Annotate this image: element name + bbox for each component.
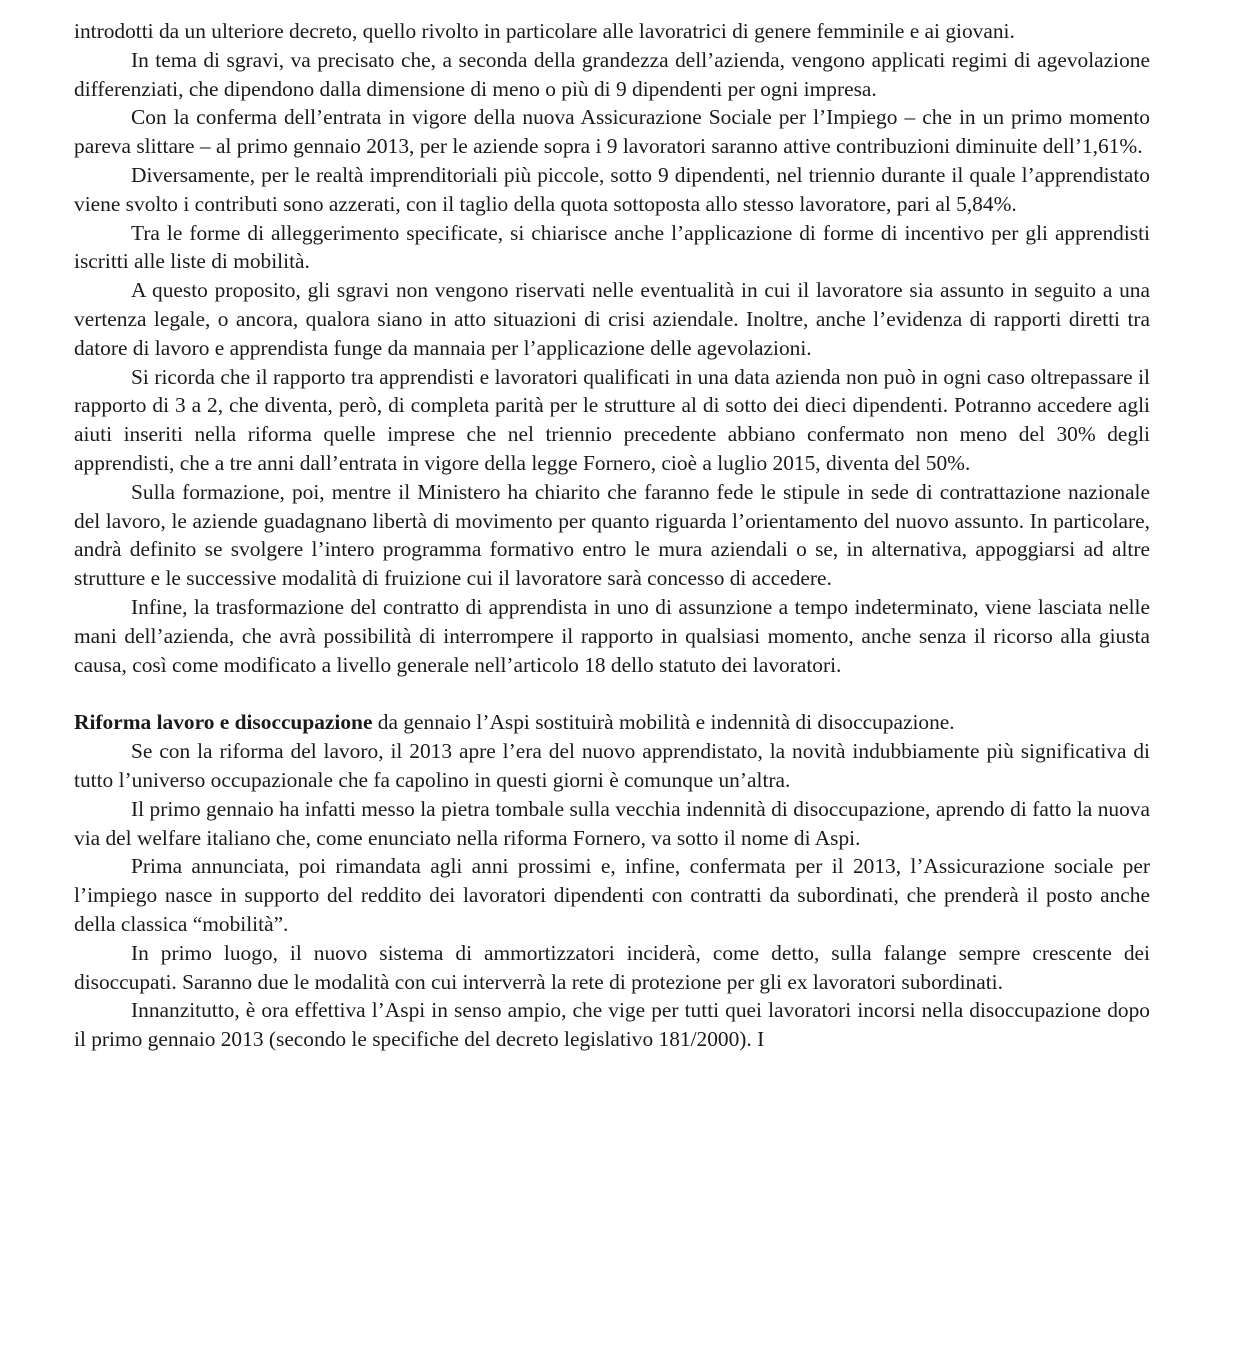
paragraph-alleggerimento: Tra le forme di alleggerimento specificate, si chiarisce anche l’applicazione di forme di incentivo per gli apprendisti iscritti alle liste di mobilità. (74, 220, 1150, 274)
document-page (74, 17, 1150, 1054)
paragraph-formazione: Sulla formazione, poi, mentre il Ministero ha chiarito che faranno fede le stipule in sede di contrattazione nazionale del lavoro, le aziende guadagnano libertà di movimento per quanto riguarda l’orientamento del nuovo assunto. In particolare, andrà definito se svolgere l’intero programma formativo entro le mura aziendali o se, in alternativa, appoggiarsi ad altre strutture e le successive modalità di fruizione cui il lavoratore sarà concesso di accedere. (74, 479, 1150, 591)
paragraph-realta-piccole: Diversamente, per le realtà imprenditoriali più piccole, sotto 9 dipendenti, nel triennio durante il quale l’apprendistato viene svolto i contributi sono azzerati, con il taglio della quota sottoposta allo stesso lavoratore, pari al 5,84%. (74, 162, 1150, 216)
paragraph-primo-luogo: In primo luogo, il nuovo sistema di ammortizzatori inciderà, come detto, sulla falange sempre crescente dei disoccupati. Saranno due le modalità con cui interverrà la rete di protezione per gli ex lavoratori subordinati. (74, 940, 1150, 994)
paragraph-prima-annunciata: Prima annunciata, poi rimandata agli anni prossimi e, infine, confermata per il 2013, l’Assicurazione sociale per l’impiego nasce in supporto del reddito dei lavoratori dipendenti con contratti da subordinati, che prenderà il posto anche della classica “mobilità”. (74, 854, 1150, 936)
paragraph-riforma: Se con la riforma del lavoro, il 2013 apre l’era del nuovo apprendistato, la novità indubbiamente più significativa di tutto l’universo occupazionale che fa capolino in questi giorni è comunque un’altra. (74, 739, 1150, 792)
paragraph-primo-gennaio: Il primo gennaio ha infatti messo la pietra tombale sulla vecchia indennità di disoccupazione, aprendo di fatto la nuova via del welfare italiano che, come enunciato nella riforma Fornero, va sotto il nome di Aspi. (74, 796, 1150, 850)
section-heading (74, 708, 1150, 737)
section-title: Riforma lavoro e disoccupazione (74, 710, 373, 735)
paragraph-aspi-conferma: Con la conferma dell’entrata in vigore della nuova Assicurazione Sociale per l’Impiego – che in un primo momento pareva slittare – al primo gennaio 2013, per le aziende sopra i 9 lavoratori saranno attive contribuzioni diminuite dell’1,61%. (74, 105, 1150, 159)
paragraph-trasformazione: Infine, la trasformazione del contratto di apprendista in uno di assunzione a tempo indeterminato, viene lasciata nelle mani dell’azienda, che avrà possibilità di interrompere il rapporto in qualsiasi momento, anche senza il ricorso alla giusta causa, così come modificato a livello generale nell’articolo 18 dello statuto dei lavoratori. (74, 594, 1150, 677)
paragraph-innanzitutto: Innanzitutto, è ora effettiva l’Aspi in senso ampio, che vige per tutti quei lavoratori incorsi nella disoccupazione dopo il primo gennaio 2013 (secondo le specifiche del decreto legislativo 181/2000). I (74, 998, 1150, 1052)
paragraph-rapporto: Si ricorda che il rapporto tra apprendisti e lavoratori qualificati in una data azienda non può in ogni caso oltrepassare il rapporto di 3 a 2, che diventa, però, di completa parità per le strutture al di sotto dei dieci dipendenti. Potranno accedere agli aiuti inseriti nella riforma quelle imprese che nel triennio precedente abbiano confermato non meno del 30% degli apprendisti, che a tre anni dall’entrata in vigore della legge Fornero, cioè a luglio 2015, diventa del 50%. (74, 364, 1150, 475)
paragraph-continued: introdotti da un ulteriore decreto, quello rivolto in particolare alle lavoratrici di genere femminile e ai giovani. (74, 19, 1015, 43)
section-gap (74, 679, 1150, 708)
paragraph-proposito: A questo proposito, gli sgravi non vengono riservati nelle eventualità in cui il lavoratore sia assunto in seguito a una vertenza legale, o ancora, qualora siano in atto situazioni di crisi aziendale. Inoltre, anche l’evidenza di rapporti diretti tra datore di lavoro e apprendista funge da mannaia per l’applicazione delle agevolazioni. (74, 278, 1150, 360)
section-subtitle: da gennaio l’Aspi sostituirà mobilità e indennità di disoccupazione. (372, 710, 955, 735)
paragraph-sgravi: In tema di sgravi, va precisato che, a seconda della grandezza dell’azienda, vengono applicati regimi di agevolazione differenziati, che dipendono dalla dimensione di meno o più di 9 dipendenti per ogni impresa. (74, 47, 1150, 101)
